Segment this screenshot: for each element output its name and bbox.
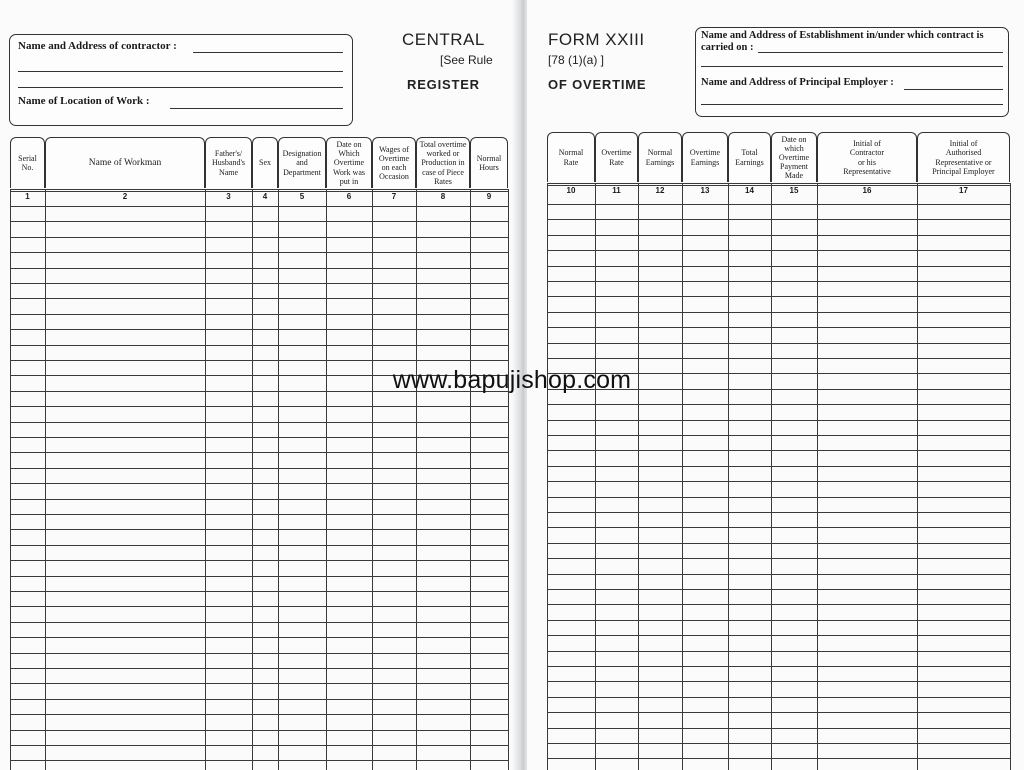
left-row-line xyxy=(10,452,508,453)
right-colnum-12: 12 xyxy=(655,186,665,195)
right-header-col-12: Normal Earnings xyxy=(638,132,682,182)
right-row-line xyxy=(547,481,1010,482)
left-row-line xyxy=(10,221,508,222)
right-colnum-15: 15 xyxy=(789,186,799,195)
left-row-line xyxy=(10,745,508,746)
right-row-line xyxy=(547,404,1010,405)
left-header-col-4: Sex xyxy=(252,137,278,188)
right-header-rule-0 xyxy=(547,183,1010,184)
right-row-line xyxy=(547,620,1010,621)
title-central: CENTRAL xyxy=(402,30,485,49)
right-colnum-14: 14 xyxy=(745,186,754,195)
left-colnum-8: 8 xyxy=(440,192,446,201)
left-colnum-4: 4 xyxy=(262,192,268,201)
right-header-col-15: Date on which Overtime Payment Made xyxy=(771,132,817,182)
right-row-line xyxy=(547,327,1010,328)
contractor-line-2 xyxy=(18,71,343,72)
left-colnum-7: 7 xyxy=(391,192,397,201)
right-row-line xyxy=(547,343,1010,344)
right-row-line xyxy=(547,512,1010,513)
contractor-info-box xyxy=(9,34,353,126)
left-row-line xyxy=(10,637,508,638)
right-colnum-10: 10 xyxy=(566,186,576,195)
establishment-info-box xyxy=(695,27,1009,117)
left-row-line xyxy=(10,591,508,592)
right-row-line xyxy=(547,712,1010,713)
location-label: Name of Location of Work : xyxy=(18,95,150,107)
employer-line xyxy=(904,89,1003,90)
right-row-line xyxy=(547,296,1010,297)
left-colnum-5: 5 xyxy=(299,192,305,201)
location-line xyxy=(170,108,343,109)
right-colnum-13: 13 xyxy=(700,186,710,195)
right-row-line xyxy=(547,266,1010,267)
right-row-line xyxy=(547,681,1010,682)
left-header-col-8: Total overtime worked or Production in case of Piece Rates xyxy=(416,137,470,188)
left-row-line xyxy=(10,437,508,438)
right-row-line xyxy=(547,204,1010,205)
right-header-col-17: Initial of Authorised Representative or Principal Employer xyxy=(917,132,1010,182)
left-row-line xyxy=(10,622,508,623)
title-register: REGISTER xyxy=(407,77,480,92)
contractor-line-3 xyxy=(18,87,343,88)
left-row-line xyxy=(10,283,508,284)
right-header-rule-1 xyxy=(547,185,1010,186)
right-row-line xyxy=(547,558,1010,559)
establishment-line xyxy=(758,52,1003,53)
right-row-line xyxy=(547,697,1010,698)
left-row-line xyxy=(10,730,508,731)
left-header-rule-0 xyxy=(10,189,508,190)
left-row-line xyxy=(10,545,508,546)
left-header-col-3: Father's/ Husband's Name xyxy=(205,137,252,188)
left-row-line xyxy=(10,699,508,700)
employer-label: Name and Address of Principal Employer : xyxy=(701,77,894,88)
right-row-line xyxy=(547,219,1010,220)
left-row-line xyxy=(10,406,508,407)
left-row-line xyxy=(10,345,508,346)
title-form: FORM XXIII xyxy=(548,30,645,49)
right-row-line xyxy=(547,358,1010,359)
right-row-line xyxy=(547,635,1010,636)
right-row-line xyxy=(547,527,1010,528)
right-row-line xyxy=(547,728,1010,729)
left-colnum-1: 1 xyxy=(25,192,30,201)
right-row-line xyxy=(547,651,1010,652)
left-row-line xyxy=(10,714,508,715)
right-colnum-11: 11 xyxy=(612,186,621,195)
right-header-col-16: Initial of Contractor or his Representative xyxy=(817,132,917,182)
right-colnum-17: 17 xyxy=(959,186,968,195)
left-row-line xyxy=(10,499,508,500)
right-row-line xyxy=(547,666,1010,667)
right-row-line xyxy=(547,450,1010,451)
right-colnum-16: 16 xyxy=(862,186,872,195)
right-row-line xyxy=(547,497,1010,498)
left-row-line xyxy=(10,668,508,669)
left-row-line xyxy=(10,268,508,269)
left-row-line xyxy=(10,576,508,577)
left-row-line xyxy=(10,606,508,607)
left-row-line xyxy=(10,560,508,561)
right-row-line xyxy=(547,420,1010,421)
right-row-line xyxy=(547,250,1010,251)
right-row-line xyxy=(547,281,1010,282)
left-header-col-6: Date on Which Overtime Work was put in xyxy=(326,137,372,188)
left-colnum-2: 2 xyxy=(122,192,128,201)
left-row-line xyxy=(10,514,508,515)
left-header-col-9: Normal Hours xyxy=(470,137,508,188)
left-row-line xyxy=(10,483,508,484)
left-row-line xyxy=(10,760,508,761)
left-row-line xyxy=(10,314,508,315)
left-row-line xyxy=(10,422,508,423)
establishment-label: Name and Address of Establishment in/under which contract is carried on : xyxy=(701,30,984,54)
right-row-line xyxy=(547,466,1010,467)
left-row-line xyxy=(10,298,508,299)
watermark-text: www.bapujishop.com xyxy=(392,366,632,394)
right-row-line xyxy=(547,604,1010,605)
left-row-line xyxy=(10,468,508,469)
left-column-line-9 xyxy=(508,189,509,770)
right-row-line xyxy=(547,235,1010,236)
right-row-line xyxy=(547,758,1010,759)
establishment-line-2 xyxy=(701,66,1003,67)
left-header-rule-1 xyxy=(10,191,508,192)
left-colnum-3: 3 xyxy=(226,192,231,201)
right-row-line xyxy=(547,743,1010,744)
left-row-line xyxy=(10,206,508,207)
right-header-col-14: Total Earnings xyxy=(728,132,771,182)
title-see-rule: [See Rule xyxy=(440,53,493,67)
title-rule: [78 (1)(a) ] xyxy=(548,53,605,67)
employer-line-2 xyxy=(701,104,1003,105)
left-row-line xyxy=(10,360,508,361)
contractor-label: Name and Address of contractor : xyxy=(18,40,177,52)
left-header-col-7: Wages of Overtime on each Occasion xyxy=(372,137,416,188)
contractor-line xyxy=(193,52,343,53)
left-row-line xyxy=(10,653,508,654)
right-column-line-8 xyxy=(1010,183,1011,770)
right-row-line xyxy=(547,543,1010,544)
right-row-line xyxy=(547,312,1010,313)
right-header-col-10: Normal Rate xyxy=(547,132,595,182)
left-row-line xyxy=(10,683,508,684)
right-row-line xyxy=(547,574,1010,575)
left-row-line xyxy=(10,237,508,238)
left-header-col-2: Name of Workman xyxy=(45,137,205,188)
left-row-line xyxy=(10,529,508,530)
title-overtime: OF OVERTIME xyxy=(548,77,647,92)
left-colnum-6: 6 xyxy=(346,192,352,201)
left-header-col-1: Serial No. xyxy=(10,137,45,188)
right-row-line xyxy=(547,435,1010,436)
left-header-col-5: Designation and Department xyxy=(278,137,326,188)
right-header-col-11: Overtime Rate xyxy=(595,132,638,182)
right-row-line xyxy=(547,589,1010,590)
right-header-col-13: Overtime Earnings xyxy=(682,132,728,182)
left-colnum-9: 9 xyxy=(486,192,492,201)
left-row-line xyxy=(10,329,508,330)
left-row-line xyxy=(10,252,508,253)
